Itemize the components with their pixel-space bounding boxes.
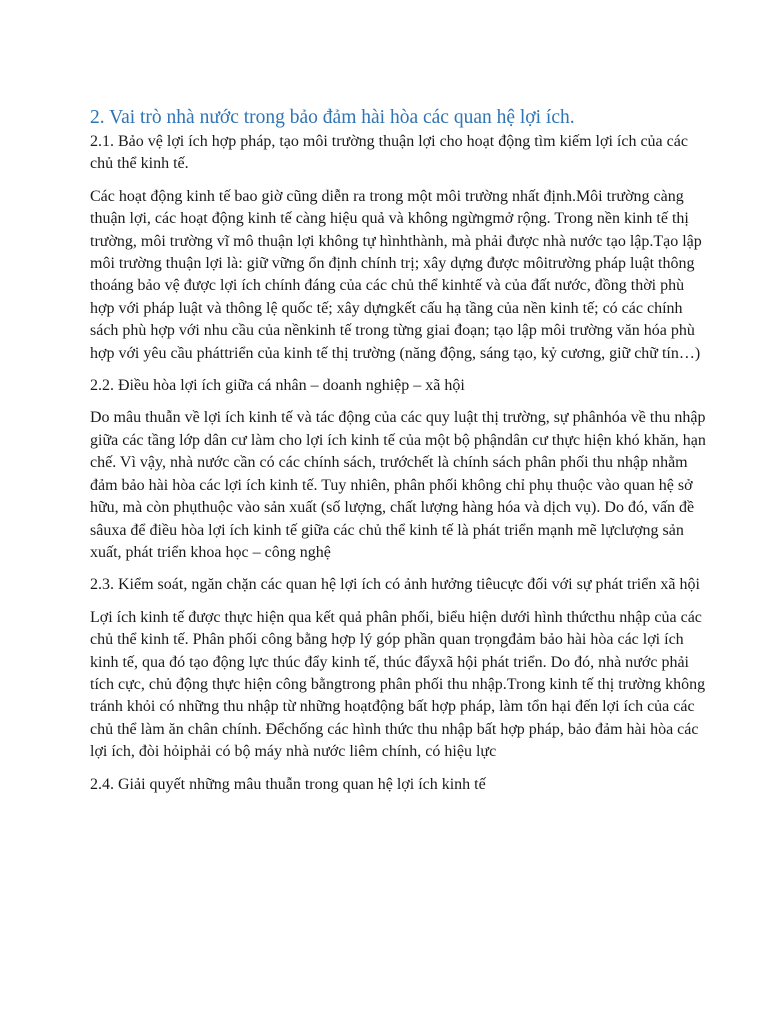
section-heading: 2. Vai trò nhà nước trong bảo đảm hài hòa các quan hệ lợi ích. xyxy=(90,107,575,128)
paragraph-2-2: Do mâu thuẫn về lợi ích kinh tế và tác động của các quy luật thị trường, sự phânhóa về thu nhập giữa các tầng lớp dân cư làm cho lợi ích kinh tế của một bộ phậndân cư thực hiện khó khăn, hạn chế. Vì vậy, nhà nước cần có các chính sách, trướchết là chính sách phân phối thu nhập nhằm đảm bảo hài hòa các lợi ích kinh tế. Tuy nhiên, phân phối không chỉ phụ thuộc vào quan hệ sở hữu, mà còn phụthuộc vào sản xuất (số lượng, chất lượng hàng hóa và dịch vụ). Do đó, vấn đề sâuxa để điều hòa lợi ích kinh tế giữa các chủ thể kinh tế là phát triển mạnh mẽ lựclượng sản xuất, phát triển khoa học – công nghệ xyxy=(90,409,706,561)
subsection-title-2-2: 2.2. Điều hòa lợi ích giữa cá nhân – doanh nghiệp – xã hội xyxy=(90,377,465,395)
subsection-title-2-4: 2.4. Giải quyết những mâu thuẫn trong quan hệ lợi ích kinh tế xyxy=(90,775,486,793)
paragraph-2-3: Lợi ích kinh tế được thực hiện qua kết quả phân phối, biểu hiện dưới hình thứcthu nhập của các chủ thể kinh tế. Phân phối công bằng hợp lý góp phần quan trọngđảm bảo hài hòa các lợi ích kinh tế, qua đó tạo động lực thúc đẩy kinh tế, thúc đẩyxã hội phát triển. Do đó, nhà nước phải tích cực, chủ động thực hiện công bằngtrong phân phối thu nhập.Trong kinh tế thị trường không tránh khỏi có những thu nhập từ những hoạtđộng bất hợp pháp, làm tổn hại đến lợi ích của các chủ thể làm ăn chân chính. Đểchống các hình thức thu nhập bất hợp pháp, bảo đảm hài hòa các lợi ích, đòi hỏiphải có bộ máy nhà nước liêm chính, có hiệu lực xyxy=(90,608,706,761)
subsection-title-2-3: 2.3. Kiểm soát, ngăn chặn các quan hệ lợi ích có ảnh hưởng tiêucực đối với sự phát triển xã hội xyxy=(90,576,700,594)
subsection-title-2-1: 2.1. Bảo vệ lợi ích hợp pháp, tạo môi trường thuận lợi cho hoạt động tìm kiếm lợi ích của các chủ thể kinh tế. xyxy=(90,133,688,173)
paragraph-2-1: Các hoạt động kinh tế bao giờ cũng diễn ra trong một môi trường nhất định.Môi trường càng thuận lợi, các hoạt động kinh tế càng hiệu quả và không ngừngmở rộng. Trong nền kinh tế thị trường, môi trường vĩ mô thuận lợi không tự hìnhthành, mà phải được nhà nước tạo lập.Tạo lập môi trường thuận lợi là: giữ vững ổn định chính trị; xây dựng được môitrường pháp luật thông thoáng bảo vệ được lợi ích chính đáng của các chủ thể kinhtế và của đất nước, đồng thời phù hợp với pháp luật và thông lệ quốc tế; xây dựngkết cấu hạ tầng của nền kinh tế; có các chính sách phù hợp với nhu cầu của nềnkinh tế trong từng giai đoạn; tạo lập môi trường văn hóa phù hợp với yêu cầu pháttriển của kinh tế thị trường (năng động, sáng tạo, kỷ cương, giữ chữ tín…) xyxy=(90,187,702,362)
document-page xyxy=(90,106,710,806)
